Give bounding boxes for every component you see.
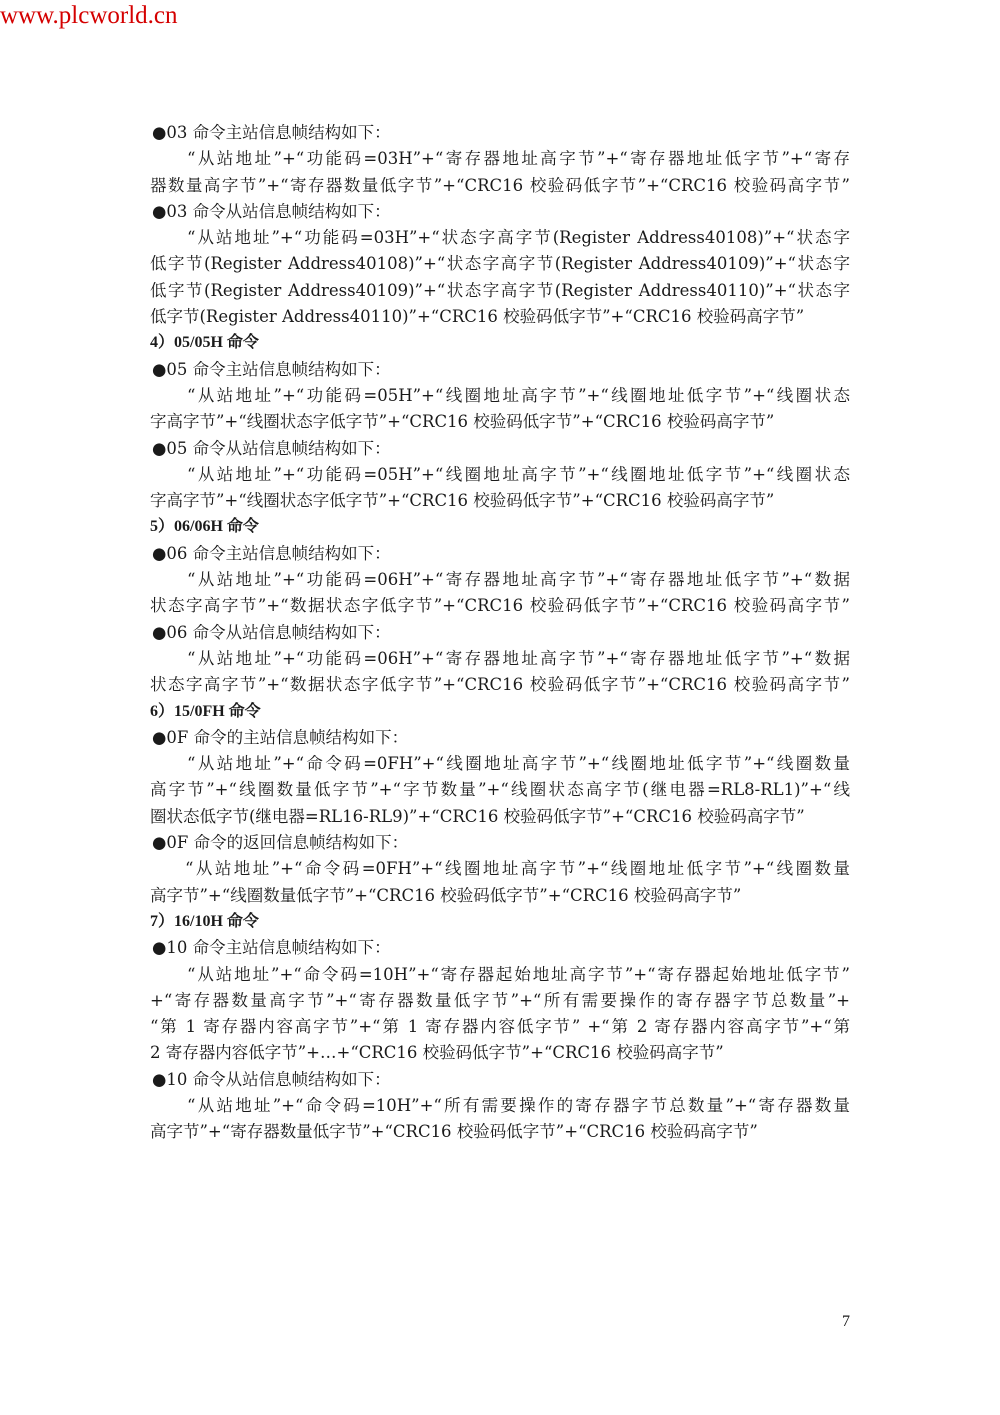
- watermark-url: www.plcworld.cn: [0, 2, 178, 29]
- paragraph-line: “从站地址”+“命令码=10H”+“寄存器起始地址高字节”+“寄存器起始地址低字节”: [187, 964, 850, 984]
- paragraph-line: 低字节(Register Address40110)”+“CRC16 校验码低字节”+“CRC16 校验码高字节”: [150, 307, 805, 327]
- paragraph-line: “第 1 寄存器内容高字节”+“第 1 寄存器内容低字节” +“第 2 寄存器内容高字节”+“第: [150, 1017, 850, 1037]
- paragraph-line: “从站地址”+“功能码=03H”+“状态字高字节(Register Address40108)”+“状态字: [187, 228, 850, 248]
- paragraph-line: “从站地址”+“命令码=0FH”+“线圈地址高字节”+“线圈地址低字节”+“线圈数量: [185, 859, 850, 879]
- section-heading-05h: 4）05/05H 命令: [150, 334, 259, 352]
- paragraph-line: “从站地址”+“功能码=06H”+“寄存器地址高字节”+“寄存器地址低字节”+“数据: [187, 648, 850, 668]
- bullet-0f-return-heading: ●0F 命令的返回信息帧结构如下：: [152, 833, 409, 853]
- paragraph-line: 低字节(Register Address40108)”+“状态字高字节(Register Address40109)”+“状态字: [150, 254, 850, 274]
- paragraph-line: “从站地址”+“功能码=06H”+“寄存器地址高字节”+“寄存器地址低字节”+“数据: [187, 570, 850, 590]
- paragraph-line: “从站地址”+“功能码=05H”+“线圈地址高字节”+“线圈地址低字节”+“线圈状态: [187, 385, 850, 405]
- paragraph-line: 高字节”+“线圈数量低字节”+“CRC16 校验码低字节”+“CRC16 校验码高字节”: [150, 885, 742, 905]
- paragraph-line: +“寄存器数量高字节”+“寄存器数量低字节”+“所有需要操作的寄存器字节总数量”+: [150, 990, 850, 1010]
- bullet-05-slave-heading: ●05 命令从站信息帧结构如下：: [152, 438, 391, 458]
- paragraph-line: 高字节”+“线圈数量低字节”+“字节数量”+“线圈状态高字节(继电器=RL8-RL1)”+“线: [150, 780, 850, 800]
- paragraph-line: 圈状态低字节(继电器=RL16-RL9)”+“CRC16 校验码低字节”+“CRC16 校验码高字节”: [150, 806, 805, 826]
- bullet-06-master-heading: ●06 命令主站信息帧结构如下：: [152, 543, 391, 563]
- paragraph-line: 状态字高字节”+“数据状态字低字节”+“CRC16 校验码低字节”+“CRC16 校验码高字节”: [150, 675, 850, 695]
- section-heading-0fh: 6）15/0FH 命令: [150, 702, 261, 720]
- paragraph-line: 2 寄存器内容低字节”+…+“CRC16 校验码低字节”+“CRC16 校验码高字节”: [150, 1043, 724, 1063]
- paragraph-line: “从站地址”+“功能码=03H”+“寄存器地址高字节”+“寄存器地址低字节”+“寄存: [187, 149, 850, 169]
- bullet-0f-master-heading: ●0F 命令的主站信息帧结构如下：: [152, 727, 409, 747]
- paragraph-line: “从站地址”+“功能码=05H”+“线圈地址高字节”+“线圈地址低字节”+“线圈状态: [187, 464, 850, 484]
- bullet-05-master-heading: ●05 命令主站信息帧结构如下：: [152, 359, 391, 379]
- bullet-10-slave-heading: ●10 命令从站信息帧结构如下：: [152, 1069, 391, 1089]
- bullet-03-slave-heading: ●03 命令从站信息帧结构如下：: [152, 201, 391, 221]
- section-heading-06h: 5）06/06H 命令: [150, 518, 259, 536]
- section-heading-10h: 7）16/10H 命令: [150, 912, 259, 930]
- bullet-06-slave-heading: ●06 命令从站信息帧结构如下：: [152, 622, 391, 642]
- paragraph-line: “从站地址”+“命令码=0FH”+“线圈地址高字节”+“线圈地址低字节”+“线圈数量: [187, 754, 850, 774]
- paragraph-line: 低字节(Register Address40109)”+“状态字高字节(Register Address40110)”+“状态字: [150, 280, 850, 300]
- page-number: 7: [842, 1313, 850, 1330]
- bullet-03-master-heading: ●03 命令主站信息帧结构如下：: [152, 123, 391, 142]
- paragraph-line: “从站地址”+“命令码=10H”+“所有需要操作的寄存器字节总数量”+“寄存器数量: [187, 1095, 850, 1115]
- paragraph-line: 状态字高字节”+“数据状态字低字节”+“CRC16 校验码低字节”+“CRC16 校验码高字节”: [150, 596, 850, 616]
- paragraph-line: 字高字节”+“线圈状态字低字节”+“CRC16 校验码低字节”+“CRC16 校验码高字节”: [150, 412, 775, 432]
- document-body: [150, 120, 850, 1146]
- paragraph-line: 器数量高字节”+“寄存器数量低字节”+“CRC16 校验码低字节”+“CRC16 校验码高字节”: [150, 175, 850, 195]
- paragraph-line: 字高字节”+“线圈状态字低字节”+“CRC16 校验码低字节”+“CRC16 校验码高字节”: [150, 491, 775, 511]
- bullet-10-master-heading: ●10 命令主站信息帧结构如下：: [152, 938, 391, 958]
- paragraph-line: 高字节”+“寄存器数量低字节”+“CRC16 校验码低字节”+“CRC16 校验码高字节”: [150, 1122, 758, 1142]
